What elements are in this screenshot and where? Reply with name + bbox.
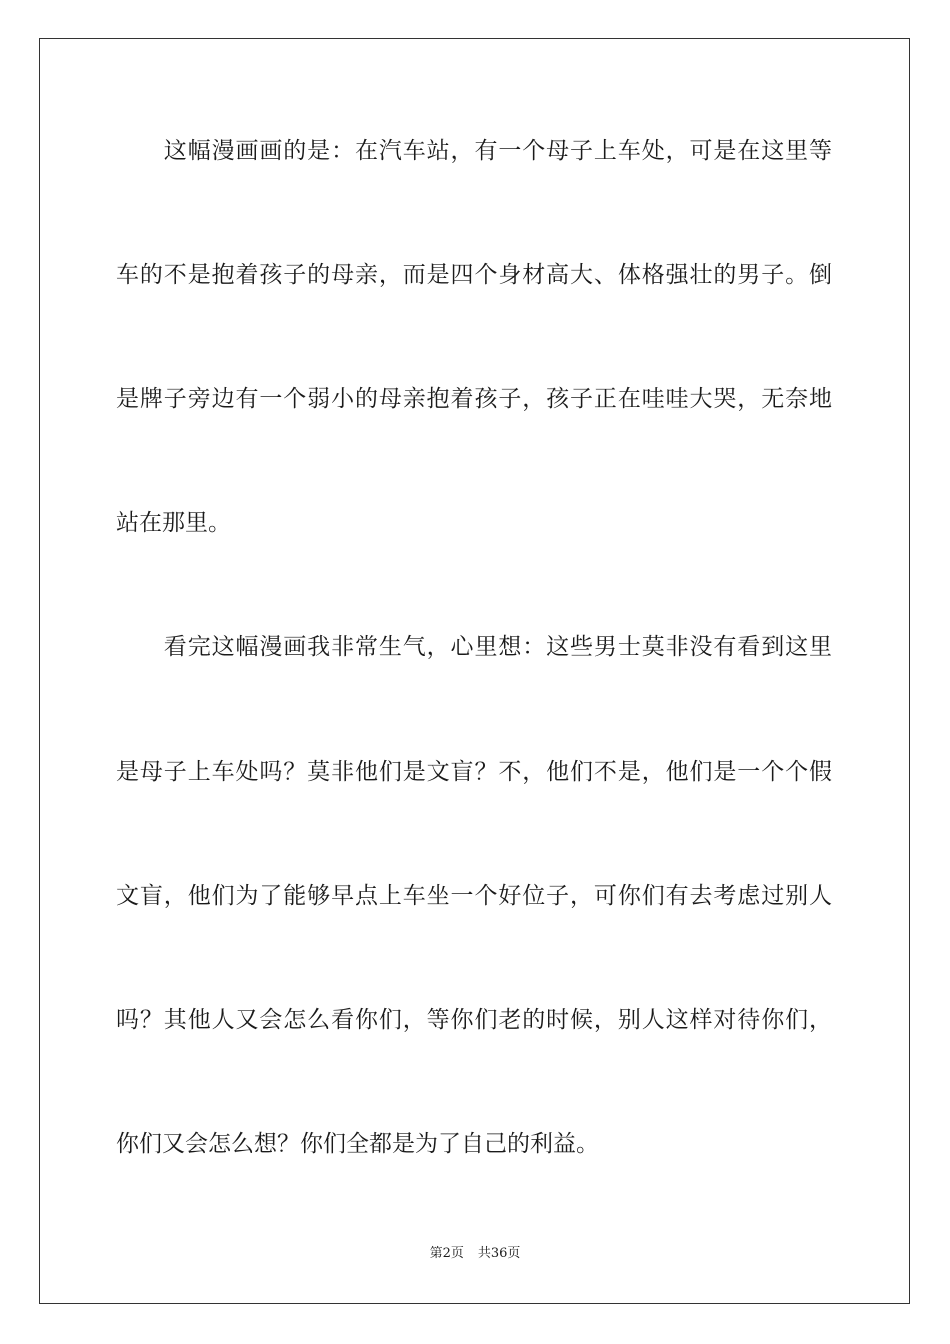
paragraph-2-line-5: 你们又会怎么想？你们全都是为了自己的利益。: [116, 1131, 599, 1157]
page-total: 共36页: [477, 1246, 521, 1261]
paragraph-1-line-4: 站在那里。: [116, 510, 231, 536]
paragraph-2-line-2: 是母子上车处吗？莫非他们是文盲？不，他们不是，他们是一个个假: [116, 759, 832, 785]
paragraph-1-line-1: 这幅漫画画的是：在汽车站，有一个母子上车处，可是在这里等: [116, 138, 832, 164]
page-border: [39, 38, 910, 1304]
paragraph-2-line-4: 吗？其他人又会怎么看你们，等你们老的时候，别人这样对待你们，: [116, 1007, 832, 1033]
paragraph-1-line-3: 是牌子旁边有一个弱小的母亲抱着孩子，孩子正在哇哇大哭，无奈地: [116, 386, 832, 412]
paragraph-1-line-2: 车的不是抱着孩子的母亲，而是四个身材高大、体格强壮的男子。倒: [116, 262, 832, 288]
paragraph-2-line-3: 文盲，他们为了能够早点上车坐一个好位子，可你们有去考虑过别人: [116, 883, 832, 909]
page-number: 第2页: [429, 1246, 464, 1261]
page-footer: [0, 1245, 950, 1263]
paragraph-2-line-1: 看完这幅漫画我非常生气，心里想：这些男士莫非没有看到这里: [116, 634, 832, 660]
